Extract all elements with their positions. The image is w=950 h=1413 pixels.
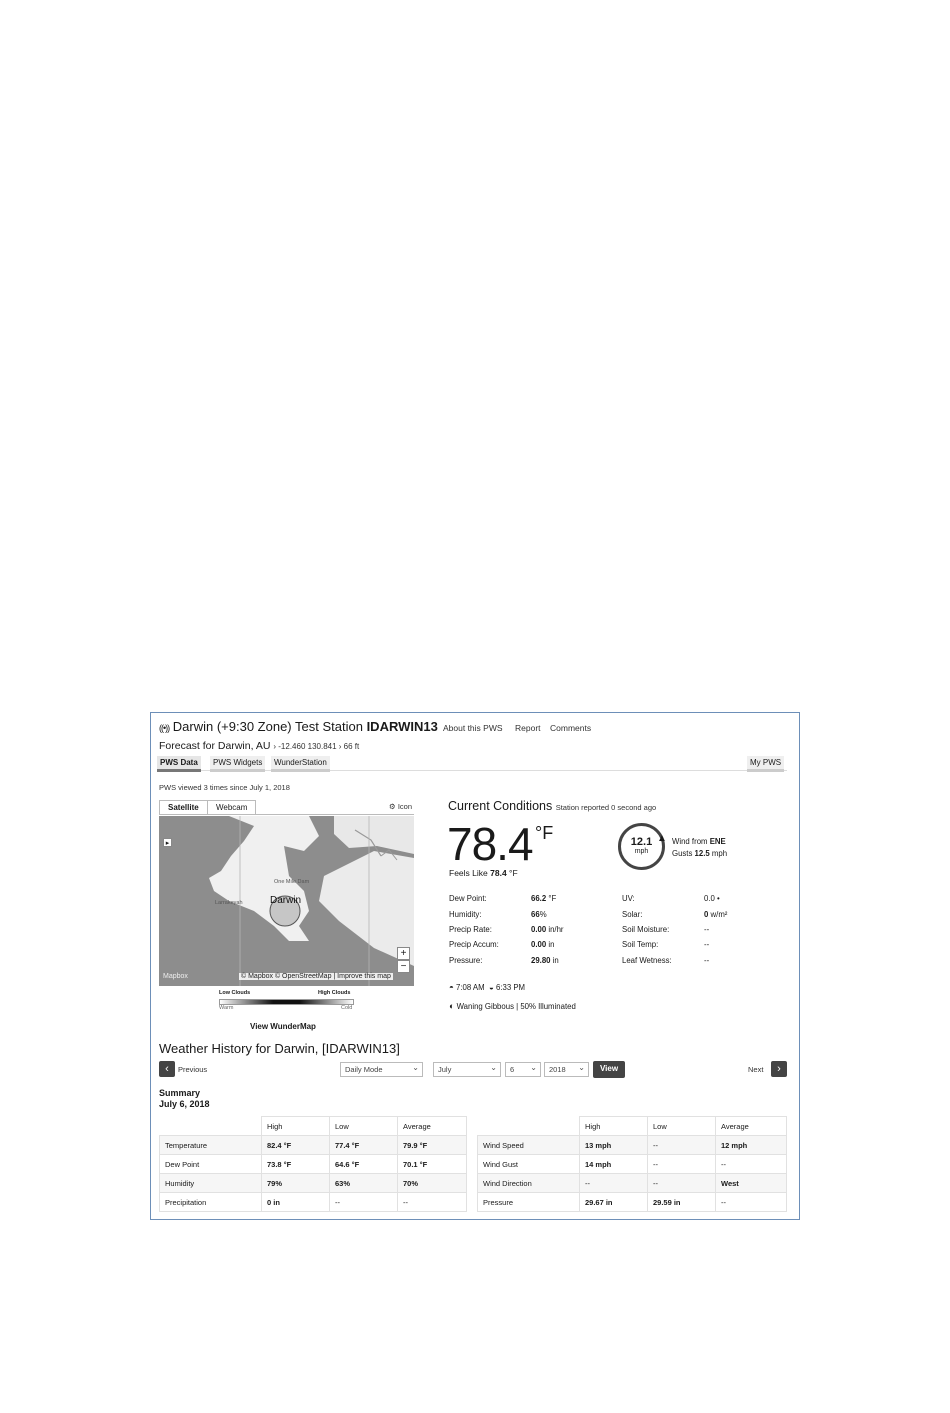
legend-cold: Cold	[341, 1005, 353, 1011]
tab-wunderstation[interactable]: WunderStation	[271, 756, 330, 772]
comments-link[interactable]: Comments	[550, 723, 592, 733]
next-link[interactable]: Next	[748, 1065, 764, 1074]
condition-label: Pressure:	[449, 956, 483, 965]
station-id: IDARWIN13	[366, 719, 438, 734]
cell-low: --	[330, 1193, 398, 1212]
play-icon[interactable]: ▸	[163, 838, 172, 847]
history-table-left	[159, 1116, 467, 1212]
col-high: High	[262, 1117, 330, 1136]
chevron-down-icon: ⌄	[578, 1063, 585, 1072]
condition-value: 0.00 in/hr	[531, 925, 564, 934]
station-header	[159, 719, 438, 734]
day-select[interactable]	[505, 1062, 541, 1077]
current-conditions-heading	[448, 799, 656, 813]
legend-high-clouds: High Clouds	[318, 990, 351, 996]
chevron-down-icon: ⌄	[412, 1063, 419, 1072]
wind-gusts	[672, 849, 727, 858]
legend-warm: Warm	[219, 1005, 234, 1011]
col-high: High	[580, 1117, 648, 1136]
chevron-down-icon: ⌄	[490, 1063, 497, 1072]
sunset-icon: ◒	[488, 983, 494, 992]
cell-average: 79.9 °F	[398, 1136, 467, 1155]
year-select[interactable]	[544, 1062, 589, 1077]
condition-label: Humidity:	[449, 910, 482, 919]
table-row	[478, 1136, 787, 1155]
condition-value: 0.00 in	[531, 940, 555, 949]
mode-select[interactable]	[340, 1062, 423, 1077]
feels-like-unit: °F	[509, 868, 518, 878]
cell-low: 29.59 in	[648, 1193, 716, 1212]
zoom-out-button[interactable]: −	[397, 960, 410, 973]
condition-label: Dew Point:	[449, 894, 487, 903]
map-tabs	[159, 800, 414, 815]
sunset-time: 6:33 PM	[495, 983, 526, 992]
about-pws-link[interactable]: About this PWS	[443, 723, 503, 733]
moon-icon: ◐	[449, 1001, 455, 1011]
table-row	[478, 1174, 787, 1193]
row-label: Temperature	[160, 1136, 262, 1155]
row-label: Wind Speed	[478, 1136, 580, 1155]
report-link[interactable]: Report	[515, 723, 541, 733]
wind-direction-arrow-icon: ▲	[657, 833, 667, 844]
condition-label: Soil Temp:	[622, 940, 659, 949]
table-row	[160, 1174, 467, 1193]
cell-average: --	[716, 1155, 787, 1174]
station-coords: › -12.460 130.841 › 66 ft	[273, 742, 360, 751]
feels-like-label: Feels Like	[449, 868, 488, 878]
cell-high: 13 mph	[580, 1136, 648, 1155]
tab-satellite[interactable]: Satellite	[159, 800, 208, 814]
condition-value: 29.80 in	[531, 956, 559, 965]
station-reported: Station reported 0 second ago	[555, 803, 657, 812]
map-attribution[interactable]: © Mapbox © OpenStreetMap | Improve this map	[241, 973, 391, 980]
cell-high: 79%	[262, 1174, 330, 1193]
condition-label: Precip Accum:	[449, 940, 499, 949]
zoom-in-button[interactable]: +	[397, 947, 410, 960]
moon-phase	[449, 1001, 576, 1011]
sunrise-time: 7:08 AM	[456, 983, 485, 992]
cell-average: 12 mph	[716, 1136, 787, 1155]
cell-average: 70%	[398, 1174, 467, 1193]
row-label: Wind Gust	[478, 1155, 580, 1174]
cell-low: --	[648, 1174, 716, 1193]
table-row	[478, 1193, 787, 1212]
condition-label: Solar:	[622, 910, 643, 919]
condition-value: --	[704, 940, 710, 949]
col-average: Average	[398, 1117, 467, 1136]
condition-value: 66%	[531, 910, 547, 919]
sunrise-icon: ◓	[449, 983, 454, 992]
satellite-map[interactable]	[159, 816, 414, 986]
view-wundermap-link[interactable]: View WunderMap	[250, 1022, 316, 1031]
condition-label: Precip Rate:	[449, 925, 492, 934]
wind-from-label: Wind from	[672, 837, 708, 846]
wind-dial	[618, 823, 665, 870]
station-name: Darwin (+9:30 Zone) Test Station	[172, 719, 363, 734]
day-select-value: 6	[510, 1065, 515, 1074]
cell-low: 63%	[330, 1174, 398, 1193]
cell-low: 64.6 °F	[330, 1155, 398, 1174]
mapbox-logo: Mapbox	[163, 973, 188, 980]
row-label: Precipitation	[160, 1193, 262, 1212]
map-place-label: One Mile Dam	[274, 879, 310, 885]
condition-value: 0 w/m²	[704, 910, 728, 919]
table-row	[160, 1136, 467, 1155]
table-header-row	[160, 1117, 467, 1136]
gusts-unit: mph	[711, 849, 728, 858]
tab-my-pws[interactable]: My PWS	[747, 756, 784, 772]
cell-low: 77.4 °F	[330, 1136, 398, 1155]
summary-date: July 6, 2018	[159, 1099, 210, 1109]
tab-pws-data[interactable]: PWS Data	[157, 756, 201, 772]
sun-times	[449, 983, 525, 992]
tab-pws-widgets[interactable]: PWS Widgets	[210, 756, 265, 772]
cell-average: 70.1 °F	[398, 1155, 467, 1174]
row-label: Pressure	[478, 1193, 580, 1212]
row-label: Dew Point	[160, 1155, 262, 1174]
gusts-value: 12.5	[694, 849, 710, 858]
broadcast-icon: ((•))	[159, 723, 170, 733]
temperature-unit: °F	[535, 823, 554, 843]
cell-high: 82.4 °F	[262, 1136, 330, 1155]
wind-speed-unit: mph	[634, 848, 649, 855]
views-count: PWS viewed 3 times since July 1, 2018	[159, 783, 290, 792]
condition-label: UV:	[622, 894, 635, 903]
row-label: Wind Direction	[478, 1174, 580, 1193]
cell-high: 29.67 in	[580, 1193, 648, 1212]
feels-like	[449, 868, 518, 878]
cell-average: --	[716, 1193, 787, 1212]
wind-from	[672, 837, 726, 846]
month-select[interactable]	[433, 1062, 501, 1077]
pws-tab-bar	[157, 755, 787, 771]
condition-label: Soil Moisture:	[622, 925, 670, 934]
table-header-row	[478, 1117, 787, 1136]
map-place-label-2: Larrakeyah	[215, 900, 243, 906]
condition-value: --	[704, 956, 710, 965]
history-table-right	[477, 1116, 787, 1212]
cloud-legend-bar	[219, 999, 354, 1005]
wind-from-value: ENE	[709, 837, 726, 846]
cell-average: --	[398, 1193, 467, 1212]
cell-high: 14 mph	[580, 1155, 648, 1174]
forecast-link[interactable]: Forecast for Darwin, AU	[159, 740, 271, 752]
col-low: Low	[648, 1117, 716, 1136]
cell-high: --	[580, 1174, 648, 1193]
map-city-label: Darwin	[270, 895, 302, 906]
year-select-value: 2018	[549, 1065, 566, 1074]
icon-toggle[interactable]: ⚙ Icon	[389, 802, 412, 811]
table-row	[478, 1155, 787, 1174]
previous-arrow-icon[interactable]: ‹	[159, 1061, 175, 1077]
cell-low: --	[648, 1136, 716, 1155]
cell-high: 0 in	[262, 1193, 330, 1212]
cell-low: --	[648, 1155, 716, 1174]
previous-link[interactable]: Previous	[178, 1065, 208, 1074]
cell-high: 73.8 °F	[262, 1155, 330, 1174]
moon-phase-text: Waning Gibbous | 50% Illuminated	[456, 1002, 576, 1011]
condition-value: 66.2 °F	[531, 894, 557, 903]
mode-select-value: Daily Mode	[345, 1065, 383, 1074]
table-row	[160, 1193, 467, 1212]
current-conditions-title: Current Conditions	[448, 799, 553, 813]
row-label: Humidity	[160, 1174, 262, 1193]
legend-low-clouds: Low Clouds	[219, 990, 251, 996]
wind-speed: 12.1	[630, 836, 653, 848]
view-button[interactable]: View	[593, 1061, 625, 1078]
cell-average: West	[716, 1174, 787, 1193]
feels-like-value: 78.4	[490, 868, 507, 878]
month-select-value: July	[438, 1065, 452, 1074]
condition-value: 0.0 •	[704, 894, 720, 903]
tab-webcam[interactable]: Webcam	[207, 800, 256, 814]
chevron-down-icon: ⌄	[530, 1063, 537, 1072]
next-arrow-icon[interactable]: ›	[771, 1061, 787, 1077]
col-low: Low	[330, 1117, 398, 1136]
col-average: Average	[716, 1117, 787, 1136]
pws-panel	[150, 712, 800, 1220]
table-row	[160, 1155, 467, 1174]
gusts-label: Gusts	[672, 849, 693, 858]
summary-label: Summary	[159, 1088, 201, 1098]
forecast-line	[159, 740, 359, 752]
current-temperature: 78.4	[447, 818, 533, 870]
history-title: Weather History for Darwin, [IDARWIN13]	[159, 1041, 400, 1056]
condition-value: --	[704, 925, 710, 934]
condition-label: Leaf Wetness:	[622, 956, 672, 965]
